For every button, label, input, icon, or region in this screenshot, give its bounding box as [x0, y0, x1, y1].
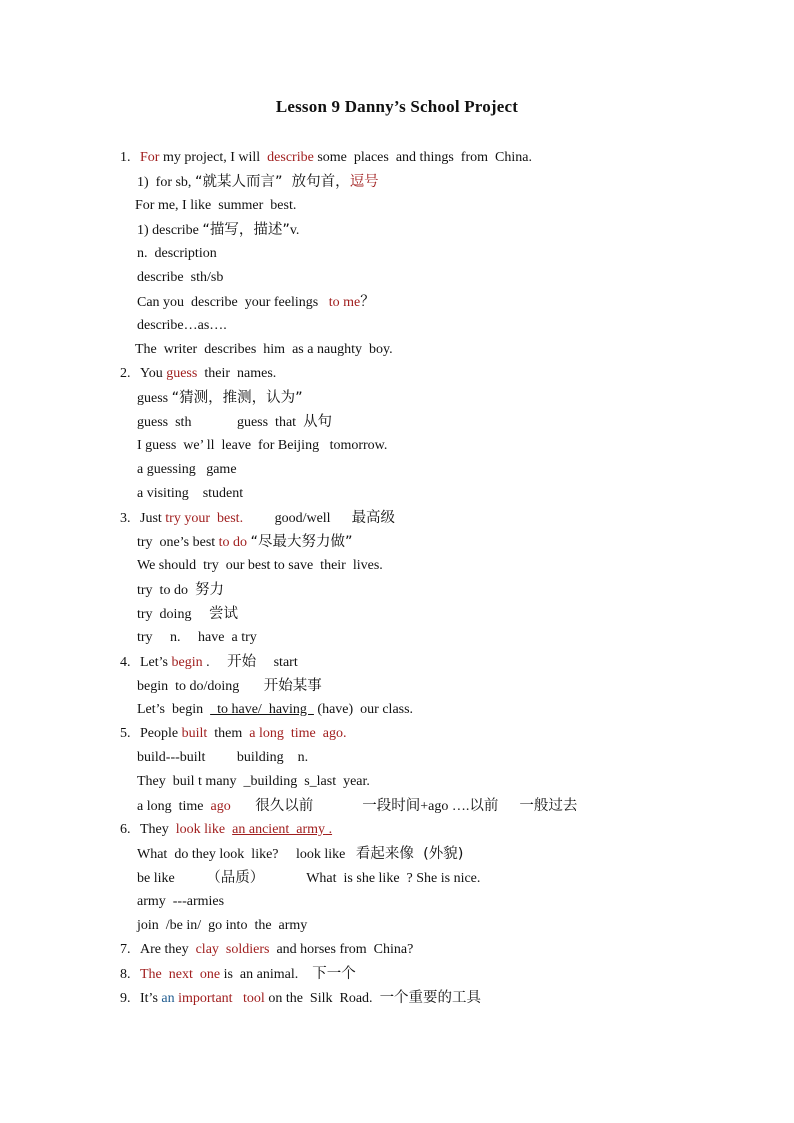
- text: begin to do/doing: [137, 679, 264, 694]
- chinese-text: 一般过去: [519, 798, 578, 814]
- item-2: [120, 365, 276, 383]
- note-line: [137, 581, 224, 600]
- text: guess: [137, 391, 172, 406]
- note-line: [137, 869, 480, 888]
- chinese-text: 很久以前: [255, 798, 314, 814]
- text: [498, 799, 519, 814]
- text: my project, I will: [159, 150, 268, 165]
- text: What do they look like? look like: [137, 847, 356, 862]
- chinese-text: “猜测，推测，认为”: [171, 390, 303, 406]
- text: .: [202, 655, 228, 670]
- text: You: [140, 366, 167, 381]
- text: try one’s best: [137, 535, 219, 550]
- note-line: army ---armies: [137, 894, 225, 909]
- text: start: [256, 655, 298, 670]
- note-line: describe sth/sb: [137, 270, 224, 285]
- note-line: [137, 605, 238, 624]
- text: their names.: [197, 366, 277, 381]
- item-7: [120, 941, 413, 959]
- note-line: a visiting student: [137, 486, 244, 501]
- note-line: try n. have a try: [137, 630, 257, 645]
- text: be like: [137, 871, 207, 886]
- highlight: guess: [166, 366, 198, 381]
- highlight: 逗号: [349, 174, 379, 190]
- text: ？: [360, 294, 375, 310]
- item-1: [120, 149, 532, 167]
- text: try doing: [137, 607, 209, 622]
- text: (have) our class.: [313, 702, 414, 717]
- note-line: [137, 413, 332, 432]
- note-line: [137, 173, 379, 192]
- text: What is she like ? She is nice.: [264, 871, 481, 886]
- note-line: [137, 701, 413, 719]
- note-line: n. description: [137, 246, 217, 261]
- chinese-text: 开始: [227, 654, 257, 670]
- item-4: [120, 653, 298, 672]
- note-line: a guessing game: [137, 462, 237, 477]
- item-number: 2.: [120, 366, 131, 381]
- item-3: [120, 509, 395, 528]
- text: try to do: [137, 583, 195, 598]
- highlight: to me: [328, 295, 361, 310]
- chinese-text: 以前: [469, 798, 499, 814]
- item-5: [120, 725, 346, 743]
- highlight: to do: [218, 535, 248, 550]
- chinese-text: 看起来像 (外貌): [355, 846, 464, 862]
- chinese-text: （品质）: [206, 870, 265, 886]
- text: and horses from China?: [269, 942, 414, 957]
- item-number: 7.: [120, 942, 131, 957]
- note-line: [137, 533, 353, 552]
- item-number: 8.: [120, 967, 131, 982]
- chinese-text: 努力: [194, 582, 224, 598]
- highlight: try your best.: [165, 511, 244, 526]
- text: Can you describe your feelings: [137, 295, 329, 310]
- text: Let’s begin: [137, 702, 211, 717]
- note-line: For me, I like summer best.: [135, 198, 297, 213]
- item-number: 5.: [120, 726, 131, 741]
- text: some places and things from China.: [313, 150, 532, 165]
- item-number: 4.: [120, 655, 131, 670]
- chinese-text: “尽最大努力做”: [250, 534, 353, 550]
- highlight: built: [181, 726, 208, 741]
- text: guess sth guess that: [137, 415, 304, 430]
- item-6: [120, 821, 332, 839]
- text: They: [140, 822, 176, 837]
- note-line: I guess we’ ll leave for Beijing tomorrow.: [137, 438, 388, 453]
- item-number: 9.: [120, 991, 131, 1006]
- note-line: [137, 677, 322, 696]
- item-number: 1.: [120, 150, 131, 165]
- highlight: an ancient army: [232, 822, 326, 837]
- highlight: an: [161, 991, 175, 1006]
- chinese-text: 开始某事: [263, 678, 322, 694]
- chinese-text: 最高级: [351, 510, 396, 526]
- text: a long time: [137, 799, 211, 814]
- answer-blank: to have/ having: [210, 702, 314, 717]
- note-line: build---built building n.: [137, 750, 309, 765]
- chinese-text: 从句: [303, 414, 333, 430]
- text: [231, 799, 256, 814]
- text: good/well: [243, 511, 352, 526]
- highlight: .: [342, 726, 347, 741]
- chinese-text: 一段时间: [362, 798, 421, 814]
- text: Let’s: [140, 655, 172, 670]
- note-line: [137, 293, 375, 312]
- lesson-title: Lesson 9 Danny’s School Project: [275, 97, 519, 116]
- note-line: [137, 845, 463, 864]
- note-line: describe…as….: [137, 318, 227, 333]
- highlight: For: [140, 150, 160, 165]
- item-8: [120, 965, 356, 984]
- note-line: join /be in/ go into the army: [137, 918, 308, 933]
- text: Are they: [140, 942, 196, 957]
- text: v.: [289, 223, 300, 238]
- highlight: describe: [267, 150, 314, 165]
- chinese-text: 一个重要的工具: [379, 990, 482, 1006]
- text: It’s: [140, 991, 162, 1006]
- highlight: begin: [171, 655, 203, 670]
- text: is an animal.: [220, 967, 313, 982]
- highlight: The next one: [140, 967, 221, 982]
- text: [313, 799, 362, 814]
- note-line: We should try our best to save their lives.: [137, 558, 383, 573]
- text: on the Silk Road.: [264, 991, 380, 1006]
- highlight: clay soldiers: [195, 942, 270, 957]
- text: 1) describe: [137, 223, 203, 238]
- highlight: look like: [175, 822, 226, 837]
- item-number: 6.: [120, 822, 131, 837]
- chinese-text: “就某人而言” 放句首，: [194, 174, 350, 190]
- highlight: ago: [210, 799, 231, 814]
- note-line: The writer describes him as a naughty boy.: [135, 342, 393, 357]
- chinese-text: 下一个: [312, 966, 356, 982]
- note-line: They buil t many _building s_last year.: [137, 774, 370, 789]
- text: them: [207, 726, 250, 741]
- chinese-text: “描写，描述”: [202, 222, 290, 238]
- highlight: .: [325, 822, 333, 837]
- highlight: a long time ago: [249, 726, 343, 741]
- chinese-text: 尝试: [208, 606, 238, 622]
- text: 1) for sb,: [137, 175, 195, 190]
- text: +ago ….: [420, 799, 470, 814]
- text: Just: [140, 511, 166, 526]
- text: People: [140, 726, 182, 741]
- note-line: [137, 389, 303, 408]
- item-number: 3.: [120, 511, 131, 526]
- note-line: [137, 797, 577, 816]
- item-9: [120, 989, 481, 1008]
- note-line: [137, 221, 299, 240]
- highlight: important tool: [178, 991, 265, 1006]
